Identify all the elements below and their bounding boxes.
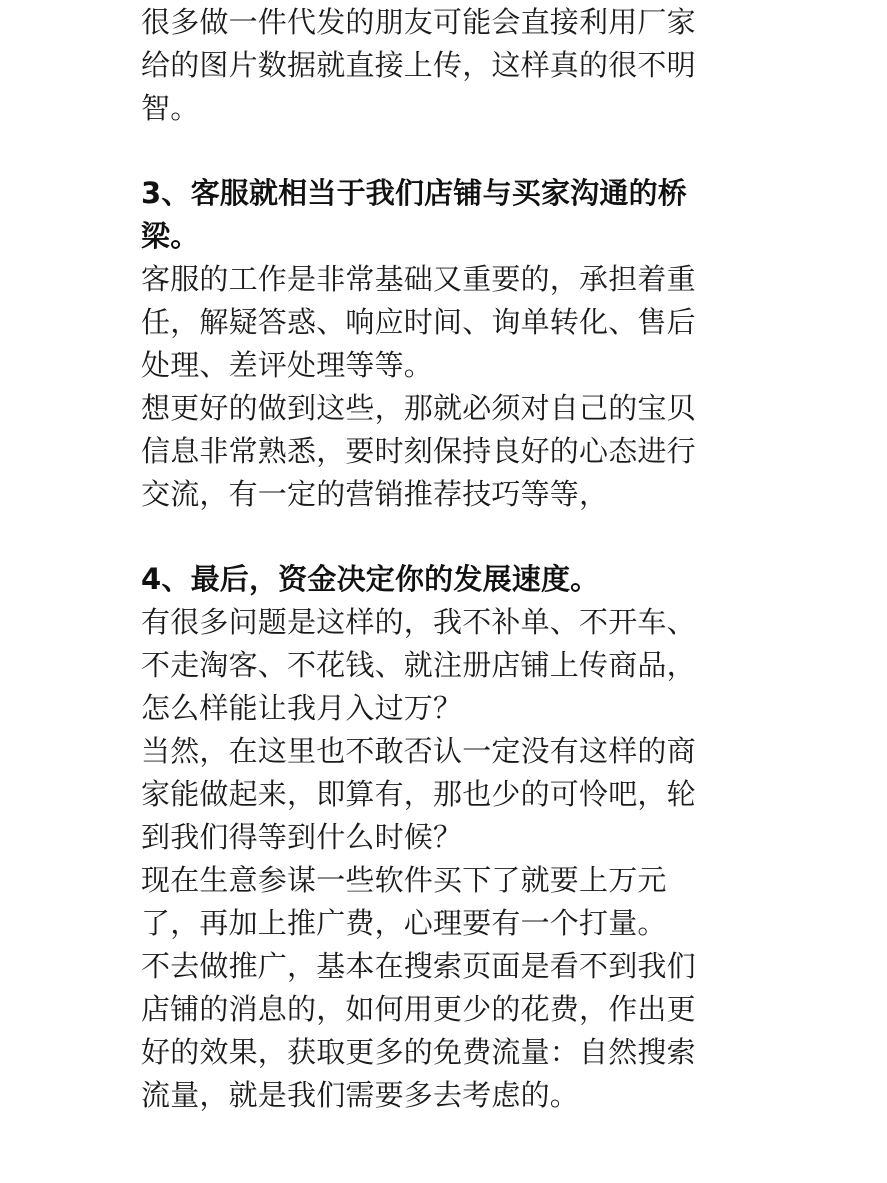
text-line: 怎么样能让我月入过万？ (141, 691, 463, 725)
section-4-paragraph-1 (141, 601, 741, 730)
text-line: 店铺的消息的，如何用更少的花费，作出更 (141, 992, 696, 1026)
text-line: 客服的工作是非常基础又重要的，承担着重 (141, 262, 696, 296)
text-line: 很多做一件代发的朋友可能会直接利用厂家 (141, 5, 696, 39)
text-line: 不走淘客、不花钱、就注册店铺上传商品， (141, 648, 696, 682)
heading-line: 3、客服就相当于我们店铺与买家沟通的桥 (141, 176, 687, 210)
text-line: 处理、差评处理等等。 (141, 348, 434, 382)
paragraph-gap (141, 516, 741, 558)
section-3-paragraph-2 (141, 387, 741, 516)
section-4-paragraph-3 (141, 859, 741, 945)
text-line: 有很多问题是这样的，我不补单、不开车、 (141, 605, 696, 639)
text-line: 流量，就是我们需要多去考虑的。 (141, 1078, 580, 1112)
section-3-heading (141, 172, 741, 258)
text-line: 到我们得等到什么时候？ (141, 820, 463, 854)
section-4-heading (141, 558, 741, 601)
text-line: 不去做推广，基本在搜索页面是看不到我们 (141, 949, 696, 983)
heading-line: 梁。 (141, 219, 200, 253)
section-4-paragraph-2 (141, 730, 741, 859)
text-line: 好的效果，获取更多的免费流量：自然搜索 (141, 1035, 696, 1069)
text-line: 家能做起来，即算有，那也少的可怜吧，轮 (141, 777, 696, 811)
text-line: 现在生意参谋一些软件买下了就要上万元 (141, 863, 667, 897)
article-body (141, 0, 741, 1117)
text-line: 想更好的做到这些，那就必须对自己的宝贝 (141, 391, 696, 425)
text-line: 智。 (141, 91, 200, 125)
paragraph-gap (141, 130, 741, 172)
section-4-paragraph-4 (141, 945, 741, 1117)
section-4 (141, 558, 741, 1117)
section-3 (141, 172, 741, 516)
text-line: 任，解疑答惑、响应时间、询单转化、售后 (141, 305, 696, 339)
section-3-paragraph-1 (141, 258, 741, 387)
text-line: 了，再加上推广费，心理要有一个打量。 (141, 906, 667, 940)
text-line: 当然，在这里也不敢否认一定没有这样的商 (141, 734, 696, 768)
text-line: 给的图片数据就直接上传，这样真的很不明 (141, 48, 696, 82)
intro-paragraph (141, 1, 741, 130)
text-line: 交流，有一定的营销推荐技巧等等， (141, 477, 609, 511)
text-line: 信息非常熟悉，要时刻保持良好的心态进行 (141, 434, 696, 468)
heading-line: 4、最后，资金决定你的发展速度。 (141, 562, 600, 596)
